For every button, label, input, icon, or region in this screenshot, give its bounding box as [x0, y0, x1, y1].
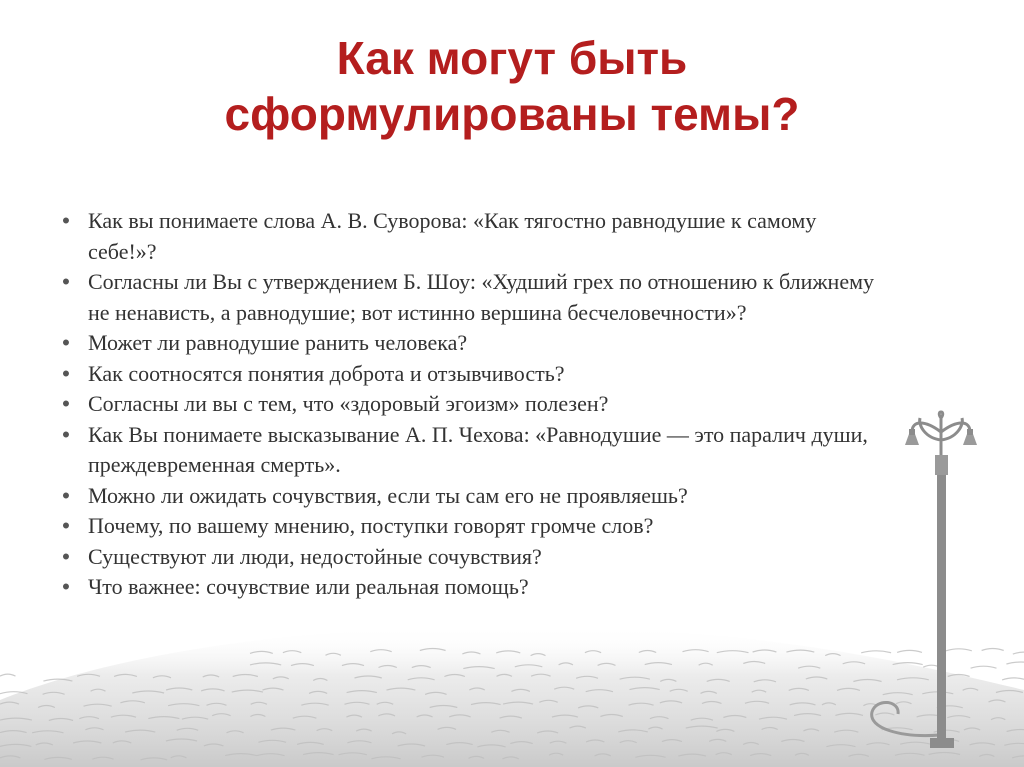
cobblestone — [762, 728, 778, 730]
list-item-text: Существуют ли люди, недостойные сочувствия? — [88, 543, 542, 569]
cobblestone — [743, 662, 765, 664]
cobblestone — [662, 740, 682, 742]
cobblestone — [707, 679, 730, 681]
list-item — [56, 511, 886, 542]
list-item-text: Согласны ли Вы с утверждением Б. Шоу: «Худший грех по отношению к ближнему не ненависть, а равнодушие; вот истинно вершина бесчеловечности»? — [88, 269, 875, 325]
cobblestone — [171, 756, 187, 758]
cobblestone — [0, 674, 16, 676]
cobblestone — [446, 743, 472, 745]
list-item-text: Как соотносятся понятия доброта и отзывчивость? — [88, 360, 565, 386]
cobblestone — [745, 701, 769, 703]
cobblestone — [412, 666, 431, 668]
bullet-icon: • — [62, 269, 70, 294]
cobblestone — [822, 703, 836, 705]
cobblestone — [678, 754, 706, 756]
cobblestone — [586, 740, 604, 742]
cobblestone — [598, 663, 616, 665]
title-line-2: сформулированы темы? — [224, 88, 800, 140]
cobblestone — [578, 706, 598, 708]
cobblestone — [947, 716, 970, 718]
cobblestone — [709, 739, 726, 741]
cobblestone — [227, 731, 244, 733]
cobblestone — [356, 729, 372, 731]
cobblestone — [511, 689, 530, 691]
cobblestone — [1006, 662, 1024, 664]
cobblestone — [398, 744, 426, 746]
list-item — [56, 389, 886, 420]
cobblestone — [449, 715, 470, 717]
cobblestone — [795, 753, 809, 755]
cobblestone — [900, 742, 930, 744]
cobblestone — [0, 744, 31, 746]
cobblestone — [257, 754, 285, 756]
cobblestone — [917, 715, 944, 717]
cobblestone — [883, 693, 913, 695]
cobblestone — [554, 687, 574, 689]
bullet-icon: • — [62, 543, 70, 569]
cobblestone — [379, 666, 397, 668]
cobblestone — [849, 754, 869, 756]
cobblestone — [882, 728, 913, 730]
list-item-text: Может ли равнодушие ранить человека? — [88, 330, 468, 355]
list-item-text: Можно ли ожидать сочувствия, если ты сам его не проявляешь? — [88, 482, 688, 508]
cobblestone — [600, 715, 622, 717]
cobblestone — [111, 715, 136, 717]
cobblestone — [471, 703, 501, 705]
cobblestone — [347, 741, 371, 743]
cobblestone — [843, 662, 865, 664]
cobblestone — [491, 730, 509, 732]
cobblestone — [177, 728, 199, 730]
cobblestone — [699, 663, 713, 665]
cobblestone — [125, 730, 155, 732]
cobblestone — [203, 675, 220, 677]
cobblestone — [347, 691, 377, 693]
cobblestone — [132, 691, 164, 693]
cobblestone — [723, 716, 746, 718]
cobblestone — [114, 674, 137, 676]
cobblestone — [49, 719, 73, 721]
cobblestone — [743, 743, 759, 745]
cobblestone — [250, 715, 265, 717]
cobblestone — [309, 691, 327, 693]
cobblestone — [345, 702, 370, 704]
lamp-arm-left — [912, 423, 941, 432]
cobblestone — [263, 688, 284, 690]
cobblestone — [377, 702, 394, 704]
cobblestone — [660, 679, 676, 681]
cobblestone — [201, 689, 225, 691]
cobblestone — [1004, 743, 1024, 745]
cobblestone — [863, 704, 877, 706]
cobblestone — [595, 754, 611, 756]
cobblestone — [212, 714, 230, 716]
list-item — [56, 206, 886, 267]
list-item-text: Как вы понимаете слова А. В. Суворова: «Как тягостно равнодушие к самому себе!»? — [88, 208, 817, 264]
cobblestone — [468, 756, 484, 758]
cobblestone — [44, 757, 72, 759]
cobblestone — [806, 677, 828, 679]
cobblestone — [897, 678, 929, 680]
cobblestone — [550, 741, 567, 743]
cobblestone — [510, 742, 532, 744]
cobblestone — [934, 730, 960, 732]
lamp-base-swirl — [872, 702, 940, 735]
cobblestone — [141, 758, 168, 760]
cobblestone — [251, 702, 267, 704]
cobblestone — [861, 651, 891, 653]
cobblestone — [0, 692, 28, 694]
cobblestone — [496, 651, 520, 653]
cobblestone — [576, 676, 598, 678]
cobblestone — [339, 753, 367, 755]
cobblestone — [686, 726, 718, 728]
cobblestone — [991, 718, 1005, 720]
cobblestone — [303, 753, 334, 755]
cobblestone — [355, 676, 382, 678]
cobblestone — [182, 717, 208, 719]
cobblestone — [326, 653, 341, 655]
title-line-1: Как могут быть — [336, 32, 688, 84]
cobblestone — [834, 730, 858, 732]
cobblestone — [225, 754, 257, 756]
cobblestone — [258, 740, 286, 742]
cobblestone — [970, 743, 996, 745]
cobblestone — [0, 731, 27, 733]
pavement-area — [0, 626, 1024, 767]
bullet-icon: • — [62, 330, 70, 355]
cobblestone — [1007, 730, 1024, 732]
cobblestone — [503, 702, 533, 704]
cobblestone — [716, 753, 732, 755]
cobblestone — [273, 677, 289, 679]
cobblestone — [73, 741, 101, 743]
cobblestone — [650, 717, 669, 719]
cobblestone — [283, 651, 301, 653]
list-item-text: Что важнее: сочувствие или реальная помощь? — [88, 574, 529, 599]
cobblestone — [537, 731, 558, 733]
cobblestone — [378, 714, 395, 716]
cobblestone — [789, 688, 809, 690]
list-item-text: Почему, по вашему мнению, поступки говорят громче слов? — [88, 513, 654, 538]
list-item — [56, 328, 886, 359]
list-item — [56, 542, 886, 573]
cobblestone — [77, 674, 100, 676]
list-item-text: Согласны ли вы с тем, что «здоровый эгоизм» полезен? — [88, 391, 609, 416]
topics-list — [56, 206, 886, 603]
cobblestone — [867, 743, 890, 745]
cobblestone — [683, 650, 709, 652]
cobblestone — [963, 688, 979, 690]
cobblestone — [317, 729, 333, 731]
cobblestone — [271, 728, 296, 730]
bullet-icon: • — [62, 208, 70, 233]
cobblestone — [301, 703, 328, 705]
cobblestone — [250, 651, 273, 653]
cobblestone — [754, 680, 776, 682]
cobblestone — [477, 745, 505, 747]
cobblestone — [463, 667, 494, 669]
cobblestone — [297, 742, 324, 744]
cobblestone — [92, 757, 113, 759]
cobblestone — [946, 649, 972, 651]
cobblestone — [469, 688, 485, 690]
cobblestone — [346, 715, 362, 717]
cobblestone — [570, 726, 586, 728]
cobblestone — [585, 651, 601, 653]
cobblestone — [639, 651, 656, 653]
cobblestone — [716, 729, 734, 731]
list-item-text: Как Вы понимаете высказывание А. П. Чехова: «Равнодушие — это паралич души, преждевременная смерть». — [88, 421, 868, 477]
cobblestone — [1013, 652, 1024, 654]
cobblestone — [670, 689, 688, 691]
cobblestone — [790, 703, 816, 705]
cobblestone — [803, 729, 819, 731]
cobblestone — [645, 663, 672, 665]
cobblestone — [204, 744, 224, 746]
cobblestone — [166, 688, 192, 690]
lamp-post — [937, 470, 946, 745]
cobblestone — [371, 757, 400, 759]
cobblestone — [438, 727, 457, 729]
cobblestone — [168, 704, 199, 706]
lamp-crown — [920, 412, 963, 455]
cobblestone — [922, 692, 953, 694]
cobblestone — [36, 743, 53, 745]
cobblestone — [497, 674, 513, 676]
cobblestone — [691, 718, 713, 720]
cobblestone — [430, 706, 458, 708]
cobblestone — [500, 716, 522, 718]
cobblestone — [753, 650, 777, 652]
cobblestone — [701, 691, 717, 693]
cobblestone — [539, 700, 557, 702]
cobblestone — [620, 741, 637, 743]
cobblestone — [937, 706, 963, 708]
bullet-icon: • — [62, 482, 70, 508]
cobblestone — [825, 654, 840, 656]
lamp-arm-right — [941, 423, 970, 432]
cobblestone — [897, 650, 922, 652]
cobblestone — [207, 703, 227, 705]
cobblestone — [85, 728, 103, 730]
cobblestone — [989, 700, 1006, 702]
cobblestone — [786, 650, 814, 652]
cobblestone — [971, 666, 997, 668]
cobblestone — [936, 739, 959, 741]
cobblestone — [781, 740, 804, 742]
cobblestone — [233, 675, 258, 677]
cobblestone — [166, 739, 197, 741]
cobblestone — [420, 649, 446, 651]
cobblestone — [629, 703, 654, 705]
cobblestone — [948, 675, 970, 677]
cobblestone — [408, 678, 435, 680]
cobblestone — [648, 727, 662, 729]
list-item — [56, 359, 886, 390]
bullet-icon: • — [62, 391, 70, 416]
lamp-right-head — [963, 434, 977, 445]
cobblestone — [618, 730, 648, 732]
cobblestone — [422, 755, 445, 757]
bullet-icon: • — [62, 421, 70, 447]
bullet-icon: • — [62, 360, 70, 386]
cobblestone — [759, 717, 787, 719]
cobblestone — [929, 753, 961, 755]
cobblestone — [153, 676, 171, 678]
cobblestone — [502, 757, 518, 759]
cobblestone — [531, 654, 546, 656]
cobblestone — [120, 701, 144, 703]
cobblestone — [853, 680, 881, 682]
cobblestone — [531, 674, 551, 676]
cobblestone — [370, 650, 391, 652]
cobblestone — [635, 755, 665, 757]
cobblestone — [387, 688, 416, 690]
cobblestone — [0, 718, 32, 720]
cobblestone — [982, 649, 1004, 651]
cobblestone — [462, 652, 480, 654]
cobblestone — [1002, 678, 1024, 680]
cobblestone — [923, 665, 940, 667]
cobblestone — [837, 688, 860, 690]
bullet-icon: • — [62, 513, 70, 538]
cobblestone — [964, 728, 980, 730]
list-item — [56, 481, 886, 512]
cobblestone — [0, 756, 20, 758]
cobblestone — [392, 732, 406, 734]
cobblestone — [620, 677, 650, 679]
cobblestone — [444, 675, 465, 677]
cobblestone — [113, 741, 132, 743]
cobblestone — [552, 715, 578, 717]
list-item — [56, 420, 886, 481]
cobblestone — [549, 753, 563, 755]
cobblestone — [0, 702, 19, 704]
cobblestone — [84, 704, 112, 706]
cobblestone — [43, 692, 65, 694]
cobblestone — [250, 663, 281, 665]
cobblestone — [291, 664, 314, 666]
cobblestone — [717, 651, 749, 653]
cobblestone — [896, 702, 912, 704]
cobblestone — [826, 745, 855, 747]
cobblestone — [752, 690, 767, 692]
cobblestone — [660, 701, 682, 703]
cobblestone — [417, 715, 433, 717]
cobblestone — [559, 663, 573, 665]
cobblestone — [798, 666, 820, 668]
cobblestone — [794, 714, 821, 716]
list-item — [56, 267, 886, 328]
list-item — [56, 572, 886, 603]
cobblestone — [425, 692, 447, 694]
cobblestone — [630, 688, 660, 690]
cobblestone — [895, 753, 925, 755]
bullet-icon: • — [62, 574, 70, 599]
cobblestone — [586, 690, 613, 692]
cobblestone — [893, 663, 923, 665]
cobblestone — [702, 702, 722, 704]
cobblestone — [232, 690, 263, 692]
cobblestone — [996, 691, 1023, 693]
cobblestone — [342, 664, 364, 666]
cobblestone — [38, 706, 55, 708]
page-title — [0, 30, 1024, 142]
cobblestone — [1012, 756, 1024, 758]
lamp-left-head — [905, 434, 919, 445]
cobblestone — [835, 713, 863, 715]
cobblestone — [293, 716, 317, 718]
cobblestone — [91, 689, 106, 691]
cobblestone — [313, 679, 327, 681]
cobblestone — [148, 717, 179, 719]
cobblestone — [43, 679, 72, 681]
cobblestone — [79, 717, 99, 719]
cobblestone — [32, 731, 63, 733]
cobblestone — [750, 754, 771, 756]
cobblestone — [979, 755, 994, 757]
cobblestone — [515, 665, 543, 667]
cobblestone — [875, 713, 894, 715]
